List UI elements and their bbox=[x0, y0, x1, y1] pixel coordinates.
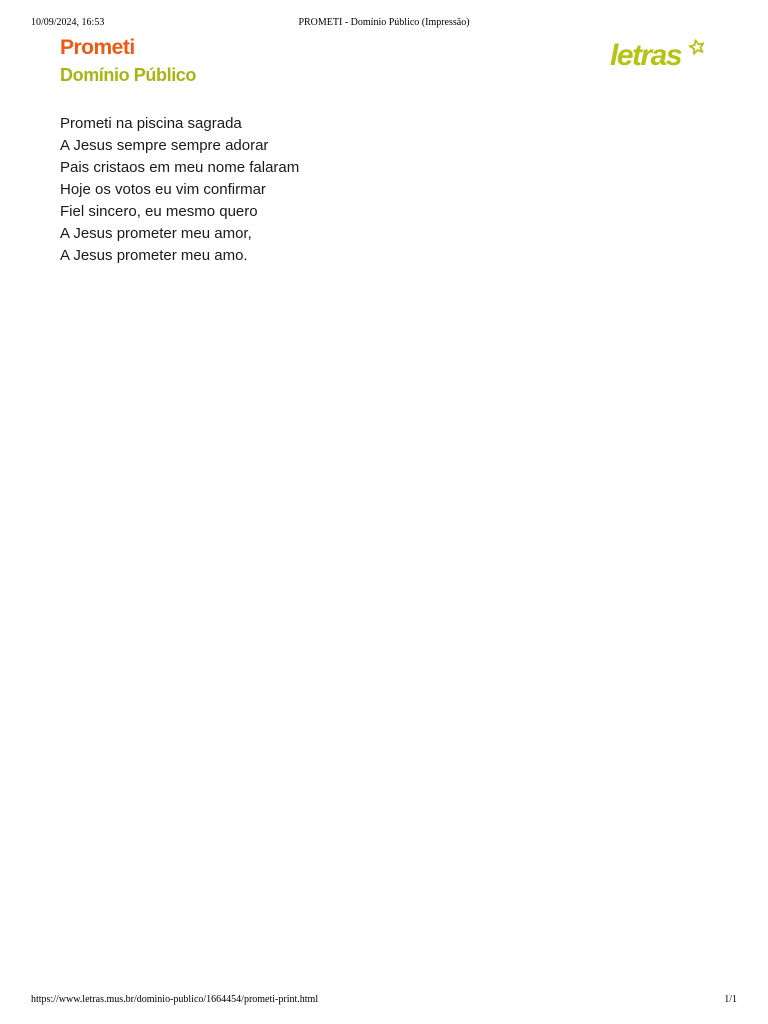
lyrics-body bbox=[60, 113, 299, 267]
star-icon bbox=[689, 39, 705, 55]
lyric-line: Pais cristaos em meu nome falaram bbox=[60, 159, 300, 176]
logo-wordmark: letras bbox=[610, 39, 682, 72]
artist-name: Domínio Público bbox=[60, 65, 196, 85]
print-header bbox=[31, 17, 737, 31]
lyric-line: A Jesus prometer meu amo. bbox=[60, 247, 248, 264]
page-number: 1/1 bbox=[724, 994, 737, 1005]
lyric-line: Hoje os votos eu vim confirmar bbox=[60, 181, 266, 198]
lyric-line: Fiel sincero, eu mesmo quero bbox=[60, 203, 258, 220]
lyric-line: A Jesus prometer meu amor, bbox=[60, 225, 252, 242]
print-url: https://www.letras.mus.br/dominio-publico/1664454/prometi-print.html bbox=[31, 994, 319, 1005]
print-footer bbox=[31, 994, 737, 1008]
lyric-line: A Jesus sempre sempre adorar bbox=[60, 137, 269, 154]
song-title: Prometi bbox=[60, 36, 135, 59]
print-document-title: PROMETI - Domínio Público (Impressão) bbox=[298, 17, 470, 28]
letras-logo bbox=[608, 34, 712, 74]
letras-logo-graphic bbox=[608, 34, 712, 74]
lyric-line: Prometi na piscina sagrada bbox=[60, 115, 242, 132]
print-date: 10/09/2024, 16:53 bbox=[31, 17, 105, 28]
